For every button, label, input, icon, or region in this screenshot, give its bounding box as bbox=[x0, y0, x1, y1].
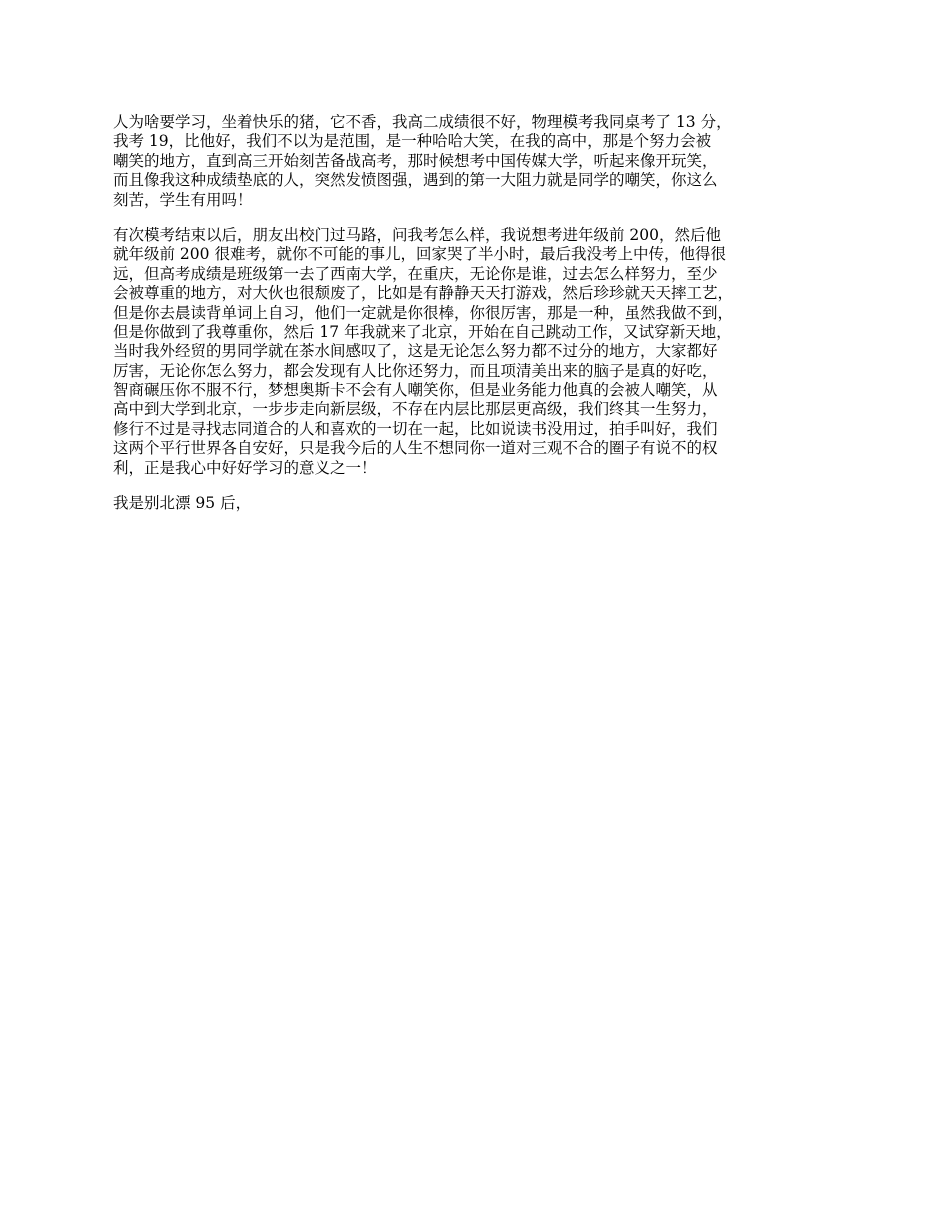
text-line: 但是你做到了我尊重你，然后 17 年我就来了北京，开始在自己跳动工作，又试穿新天地， bbox=[113, 322, 732, 341]
text-line: 就年级前 200 很难考，就你不可能的事儿，回家哭了半小时，最后我没考上中传，他得很 bbox=[113, 245, 726, 264]
paragraph-2 bbox=[113, 226, 848, 478]
text-line: 我是别北漂 95 后， bbox=[113, 494, 252, 513]
text-line: 修行不过是寻找志同道合的人和喜欢的一切在一起，比如说读书没用过，拍手叫好，我们 bbox=[113, 419, 718, 438]
text-line: 我考 19，比他好，我们不以为是范围，是一种哈哈大笑，在我的高中，那是个努力会被 bbox=[113, 132, 712, 151]
text-line: 当时我外经贸的男同学就在茶水间感叹了，这是无论怎么努力都不过分的地方，大家都好 bbox=[113, 342, 718, 361]
text-line: 远，但高考成绩是班级第一去了西南大学，在重庆，无论你是谁，过去怎么样努力，至少 bbox=[113, 264, 718, 283]
text-line: 利，正是我心中好好学习的意义之一！ bbox=[113, 458, 377, 477]
text-line: 智商碾压你不服不行，梦想奥斯卡不会有人嘲笑你，但是业务能力他真的会被人嘲笑，从 bbox=[113, 381, 718, 400]
paragraph-3 bbox=[113, 494, 848, 513]
text-line: 刻苦，学生有用吗！ bbox=[113, 190, 253, 209]
text-line: 会被尊重的地方，对大伙也很颓废了，比如是有静静天天打游戏，然后珍珍就天天摔工艺， bbox=[113, 284, 734, 303]
text-line: 但是你去晨读背单词上自习，他们一定就是你很棒，你很厉害，那是一种，虽然我做不到， bbox=[113, 303, 734, 322]
text-line: 嘲笑的地方，直到高三开始刻苦备战高考，那时候想考中国传媒大学，听起来像开玩笑， bbox=[113, 151, 718, 170]
text-line: 厉害，无论你怎么努力，都会发现有人比你还努力，而且项清美出来的脑子是真的好吃， bbox=[113, 361, 718, 380]
text-line: 人为啥要学习，坐着快乐的猪，它不香，我高二成绩很不好，物理模考我同桌考了 13 分， bbox=[113, 113, 732, 131]
text-line: 这两个平行世界各自安好，只是我今后的人生不想同你一道对三观不合的圈子有说不的权 bbox=[113, 439, 718, 458]
paragraph-1 bbox=[113, 113, 848, 210]
text-line: 而且像我这种成绩垫底的人，突然发愤图强，遇到的第一大阻力就是同学的嘲笑，你这么 bbox=[113, 171, 718, 190]
document-body bbox=[113, 113, 848, 529]
text-line: 有次模考结束以后，朋友出校门过马路，问我考怎么样，我说想考进年级前 200，然后他 bbox=[113, 225, 722, 244]
text-line: 高中到大学到北京，一步步走向新层级，不存在内层比那层更高级，我们终其一生努力， bbox=[113, 400, 718, 419]
